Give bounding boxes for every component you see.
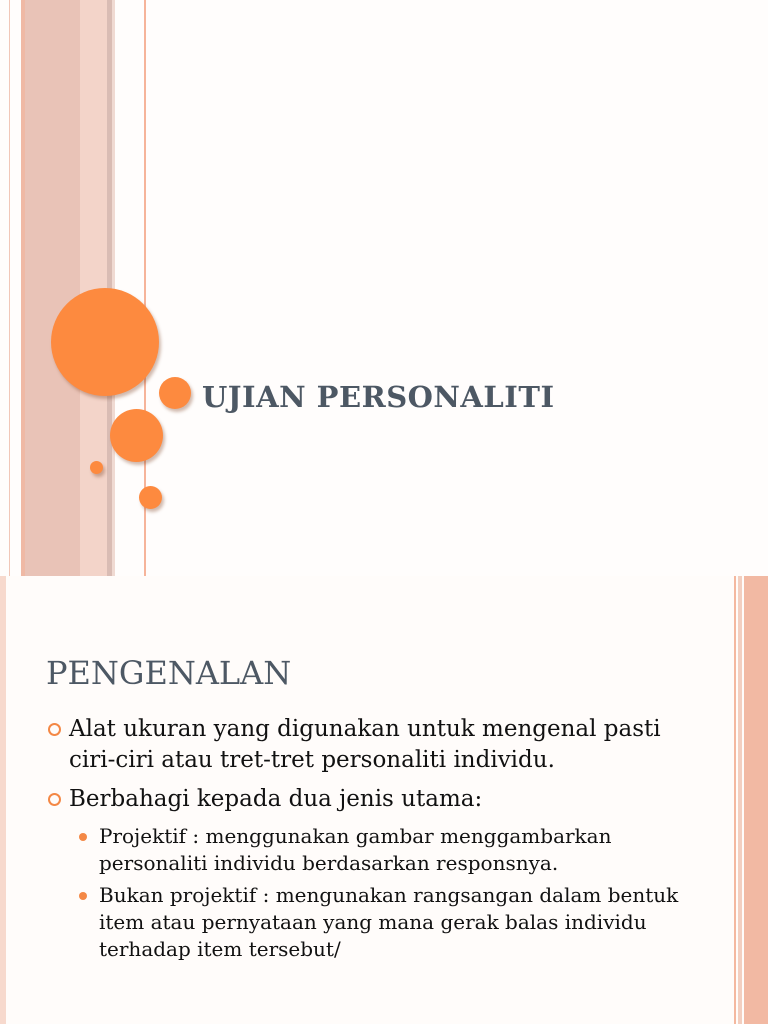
decorative-stripe bbox=[734, 576, 736, 1024]
content-slide bbox=[0, 576, 768, 1024]
list-item bbox=[46, 784, 686, 815]
decorative-stripe bbox=[9, 0, 10, 576]
sub-bullet-text: Projektif : menggunakan gambar menggambarkan personaliti individu berdasarkan responsnya. bbox=[99, 824, 612, 875]
slide-title: UJIAN PERSONALITI bbox=[202, 380, 555, 414]
decorative-circle bbox=[90, 461, 103, 474]
list-item bbox=[46, 714, 686, 776]
decorative-circle bbox=[159, 377, 191, 409]
list-item bbox=[46, 823, 686, 877]
ring-bullet-icon bbox=[48, 793, 61, 806]
list-item bbox=[46, 882, 686, 963]
slide-title: PENGENALAN bbox=[46, 654, 292, 692]
sub-bullet-text: Bukan projektif : mengunakan rangsangan dalam bentuk item atau pernyataan yang mana gerak balas individu terhadap item tersebut/ bbox=[99, 883, 679, 961]
decorative-circle bbox=[139, 486, 162, 509]
decorative-stripe bbox=[25, 0, 80, 576]
ring-bullet-icon bbox=[48, 723, 61, 736]
bullet-text: Berbahagi kepada dua jenis utama: bbox=[69, 786, 483, 812]
dot-bullet-icon bbox=[79, 833, 87, 841]
bullet-text: Alat ukuran yang digunakan untuk mengenal pasti ciri-ciri atau tret-tret personaliti individu. bbox=[69, 716, 661, 773]
decorative-stripe bbox=[0, 576, 6, 1024]
decorative-circle bbox=[51, 288, 159, 396]
decorative-circle bbox=[110, 409, 163, 462]
decorative-stripe bbox=[744, 576, 768, 1024]
bullet-list bbox=[46, 714, 686, 968]
dot-bullet-icon bbox=[79, 892, 87, 900]
decorative-stripe bbox=[738, 576, 742, 1024]
